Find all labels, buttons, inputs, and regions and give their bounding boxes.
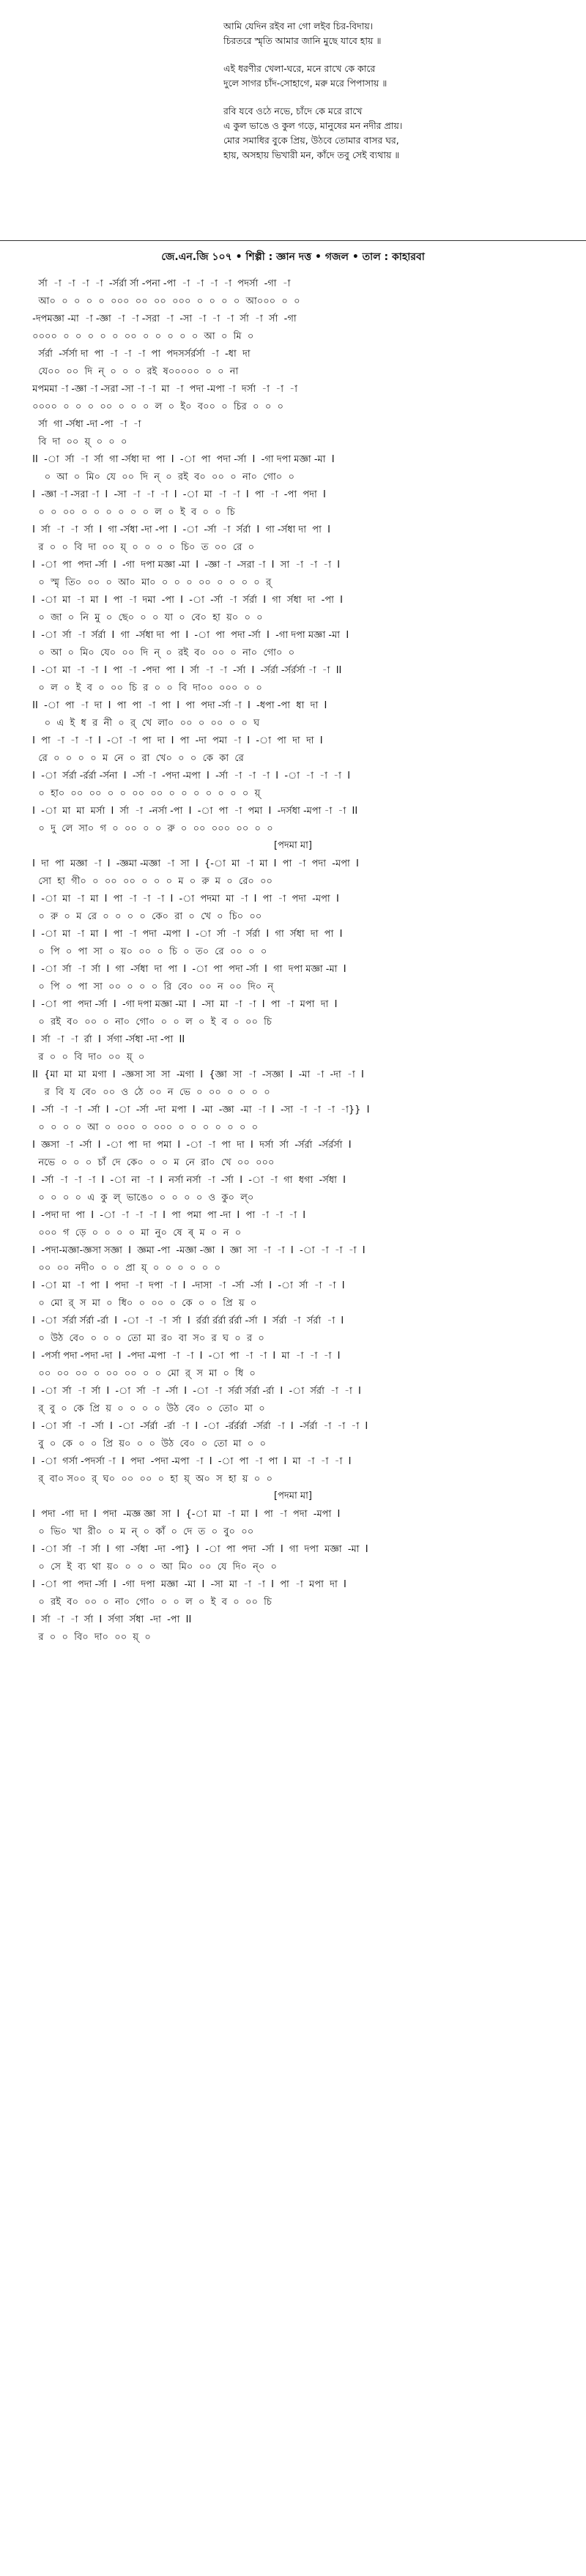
notation-block — [0, 855, 586, 890]
notation-block — [0, 1277, 586, 1312]
lyrics-line: মোর সমাধির বুকে প্রিয়, উঠবে তোমার বাসর ঘর, — [223, 135, 399, 146]
bani-row: ০ পি ০ পা সা ০ য়০ ০০ ০ চি ০ ত০ রে ০০ ০ ০ — [29, 946, 267, 957]
bani-row: ০ ০ ০ ০ এ কু ল্ ভাঙে০ ০ ০ ০ ০ ও কু০ ল্০ — [29, 1192, 254, 1203]
bani-row: নভে ০ ০ ০ চাঁ দে কে০ ০ ০ ম নে রা০ খে ০০ ০০০ — [29, 1157, 275, 1168]
notation-block — [0, 486, 586, 521]
bani-row: ০ উঠ বে০ ০ ০ ০ তো মা র০ বা স০ র ঘ ০ র ০ — [29, 1333, 264, 1344]
swar-row: I -া মা -া পা I পদা -া দপা -া I -দাসা -া -র্সা -র্সা I -া র্সা -া -া I — [29, 1280, 345, 1291]
bani-row: ০ সে ই ব্য থা য়০ ০ ০ ০ আ মি০ ০০ যে দি০ ন্০ ০ — [29, 1562, 277, 1573]
swar-row: I -া র্সা -া -র্সা I -া -র্সর্রা -র্রা -া I -া -র্রর্রর্রা -র্সর্রা -া I -র্সর্রা -া -া -া I — [29, 1421, 368, 1432]
lyrics-line: চিরতরে স্মৃতি আমার জানি মুছে যাবে হায় ॥ — [223, 35, 382, 46]
bani-row: বি দা ০০ য়্ ০ ০ ০ — [29, 437, 127, 448]
swar-row: I -া র্সর্রা র্সর্রা -র্রা I -া -া -া র্সা I র্রর্রা র্রর্রা র্রর্রা -র্সা I র্সর্রা -া র্সর্রা -া I — [29, 1315, 344, 1326]
bani-row: ০০ ০০ নদী০ ০ ০ প্রা য়্ ০ ০ ০ ০ ০ ০ — [29, 1263, 220, 1274]
swar-row: -দপমজ্ঞা -মা -া -জ্ঞা -া -া -সরা -া -সা -া -া -া র্সা -া র্সা -গা — [29, 313, 297, 324]
lyrics-line: এই ধরণীর খেলা-ঘরে, মনে রাখে কে কারে — [223, 63, 376, 74]
swar-row: I -র্সা -া -া -র্সা I -া -র্সা -দা মপা I -মা -জ্ঞা -মা -া I -সা -া -া -া -া}} I — [29, 1105, 370, 1116]
swar-row: I -া র্সা -া র্সা I -া র্সা -া -র্সা I -া -া র্সর্রা র্সর্রা -র্রা I -া র্সর্রা -া -া I — [29, 1386, 361, 1397]
notation-block — [0, 591, 586, 626]
bani-row: সো হা গী০ ০ ০০ ০০ ০ ০ ০ ম ০ রু ম ০ রে০ ০০ — [29, 876, 273, 887]
swar-row: I -জ্ঞা -া -সরা -া I -সা -া -া -া I -া মা -া -া I পা -া -পা পদা I — [29, 489, 326, 500]
bani-row: বু ০ কে ০ ০ প্রি য়০ ০ ০ উঠ বে০ ০ তো মা ০ ০ — [29, 1439, 266, 1450]
bani-row: যে০০ ০০ দি ন্ ০ ০ ০ রই ষ০০০০০ ০ ০ না — [29, 366, 239, 377]
notation-block — [0, 661, 586, 697]
lyrics-line: এ কুল ভাঙে ও কুল গড়ে, মানুষের মন নদীর প্রায়। — [223, 120, 403, 131]
bani-row: ০ আ ০ মি০ যে০ ০০ দি ন্ ০ রই ব০ ০০ ০ না০ গো০ ০ — [29, 647, 295, 658]
bani-row: ০ জা ০ নি মু ০ ছে০ ০ ০ যা ০ বে০ হা য়০ ০ ০ — [29, 612, 263, 623]
bani-row: ০ ০ ০০ ০ ০ ০ ০ ০ ০ ল ০ ই ব ০ ০ চি — [29, 507, 235, 518]
swar-row: I র্সা -া -া র্সা I র্সগা র্সধা -দা -পা II — [29, 1614, 192, 1625]
swar-row: I -া মা -া মা I পা -া -া -া I -া পদমা মা -া I পা -া পদা -মপা I — [29, 894, 339, 905]
swar-row: I -া র্সা -া র্সা I গা -র্সধা -দা -পা} I -া পা পদা -র্সা I গা দপা মজ্ঞা -মা I — [29, 1544, 368, 1555]
swar-row: র্সা -া -া -া -া -র্সর্রা র্সা -পনা -পা -া -া -া -া পদর্সা -গা -া — [29, 278, 291, 289]
notation-block — [0, 1417, 586, 1452]
swar-row: I পদা -গা দা I পদা -মজ্ঞ জ্ঞা সা I {-া মা -া মা I পা -া পদা -মপা I — [29, 1509, 341, 1520]
notation-block — [0, 626, 586, 661]
lyrics-stanza — [223, 62, 568, 91]
swar-row: I -া মা মা মর্সা I র্সা -া -নর্সা -পা I -া পা -া পমা I -দর্সধা -মপা -া -া II — [29, 806, 358, 817]
notation-block — [0, 802, 586, 837]
section-label: [পদমা মা] — [274, 840, 312, 851]
notation-block — [0, 732, 586, 767]
swar-row: I পা -া -া -া I -া -া পা দা I পা -দা পমা -া I -া পা দা দা I — [29, 735, 323, 746]
bani-row: ০০০০ ০ ০ ০ ০ ০ ০০ ০ ০ ০ ০ ০ আ ০ মি ০ — [29, 331, 254, 342]
bani-row: ০ ০ ০ ০ আ ০ ০০০ ০ ০০০ ০ ০ ০ ০ ০ ০ ০ — [29, 1122, 259, 1133]
swar-row: I -পদা দা পা I -া -া -া -া I পা পমা পা -দা I পা -া -া -া I — [29, 1210, 306, 1221]
bani-row: র ০ ০ বি দা ০০ য়্ ০ ০ ০ ০ চি০ ত ০০ রে ০ — [29, 542, 255, 553]
swar-row: II -া পা -া দা I পা পা -া পা I পা পদা -র্সা -া I -ধপা -পা ধা দা I — [29, 700, 327, 711]
notation-block — [0, 1136, 586, 1171]
notation-block — [0, 345, 586, 380]
notation-block — [0, 521, 586, 556]
swar-row: I র্সা -া -া র্সা I গা -র্সধা -দা -পা I -া -র্সা -া র্সর্রা I গা -র্সধা দা পা I — [29, 524, 330, 535]
swar-row: র্সা গা -র্সধা -দা -পা -া -া — [29, 419, 141, 430]
notation-block — [0, 1505, 586, 1540]
notation-block — [0, 1611, 586, 1646]
lyrics-stanza — [223, 104, 568, 163]
song-header: জে.এন.জি ১০৭ • শিল্পী : জ্ঞান দত্ত • গজল • তাল : কাহারবা — [0, 240, 586, 266]
swar-row: I -া মা -া মা I পা -া পদা -মপা I -া র্সা -া র্সর্রা I গা র্সধা দা পা I — [29, 929, 343, 940]
lyrics-line: রবি যবে ওঠে নভে, চাঁদে কে মরে রাখে — [223, 105, 363, 116]
bani-row: র বি য বে০ ০০ ও ঠে ০০ ন ভে ০ ০০ ০ ০ ০ ০ — [29, 1087, 270, 1098]
swar-row: II -া র্সা -া র্সা গা -র্সধা দা পা I -া পা পদা -র্সা I -গা দপা মজ্ঞা -মা I — [29, 454, 335, 465]
swar-row: II {মা মা মা মগা I -জ্ঞসা সা সা -মগা I {জ্ঞা সা -া -সজ্ঞা I -মা -া -দা -া I — [29, 1069, 364, 1080]
bani-row: ০ পি ০ পা সা ০০ ০ ০ ০ রি বে০ ০০ ন ০০ দি০ ন্ — [29, 981, 274, 992]
notation-block — [0, 275, 586, 310]
notation-section — [0, 275, 586, 1646]
bani-row: র ০ ০ বি০ দা০ ০০ য়্ ০ — [29, 1632, 151, 1643]
swar-row: I -া র্সা -া র্সা I গা -র্সধা দা পা I -া পা পদা -র্সা I গা দপা মজ্ঞা -মা I — [29, 964, 346, 975]
bani-row: ০ আ ০ মি০ যে ০০ দি ন্ ০ রই ব০ ০০ ০ না০ গো০ ০ — [29, 472, 294, 483]
lyrics-line: হায়, অসহায় ভিখারী মন, কাঁদে তবু সেই ব্যথায় ॥ — [223, 149, 400, 160]
section-label: [পদমা মা] — [274, 1491, 312, 1502]
bani-row: ০ হা০ ০০ ০০ ০ ০ ০০ ০০ ০ ০ ০ ০ ০ ০ ০ য়্ — [29, 788, 261, 799]
swar-row: I র্সা -া -া র্রা I র্সগা -র্সধা -দা -পা II — [29, 1034, 185, 1045]
notation-block — [0, 1206, 586, 1241]
notation-block — [0, 1575, 586, 1611]
notation-block — [0, 1101, 586, 1136]
bani-row: র্ বা০ স০০ র্ ঘ০ ০০ ০০ ০ হা য়্ অ০ স হা য় ০ ০ — [29, 1474, 272, 1485]
bani-row: রে ০ ০ ০ ০ ম নে ০ রা খে০ ০ ০ কে কা রে — [29, 753, 244, 764]
notation-block — [0, 890, 586, 925]
bani-row: ০ রই ব০ ০০ ০ না০ গো০ ০ ০ ল ০ ই ব ০ ০০ চি — [29, 1017, 272, 1028]
bani-row: আ০ ০ ০ ০ ০ ০০০ ০০ ০০ ০০০ ০ ০ ০ ০ আ০০০ ০ ০ — [29, 296, 300, 307]
notation-block — [0, 1241, 586, 1277]
lyrics-line: দুলে সাগর চাঁদ-সোহাগে, মরু মরে পিপাসায় ॥ — [223, 78, 387, 89]
swar-row: I -া মা -া -া I পা -া -পদা পা I র্সা -া -া -র্সা I -র্সর্রা -র্সর্রর্সা -া -া II — [29, 665, 342, 676]
notation-block — [0, 1171, 586, 1206]
bani-row: র ০ ০ বি দা০ ০০ য়্ ০ — [29, 1052, 145, 1063]
swar-row: I -পদা-মজ্ঞা-জ্ঞসা সজ্ঞা I জ্ঞমা -পা -মজ্ঞা -জ্ঞা I জ্ঞা সা -া -া I -া -া -া -া I — [29, 1245, 366, 1256]
notation-block — [0, 556, 586, 591]
notation-block — [0, 697, 586, 732]
bani-row: ০ মো র্ স মা ০ ধি০ ০ ০০ ০ কে ০ ০ প্রি য় ০ — [29, 1298, 257, 1309]
bani-row: ০ ল ০ ই ব ০ ০০ চি র ০ ০ বি দা০০ ০০০ ০ ০ — [29, 683, 262, 694]
bani-row: ০ ভি০ খা রী০ ০ ম ন্ ০ কাঁ ০ দে ত ০ বু০ ০০ — [29, 1526, 254, 1537]
notation-block — [0, 960, 586, 995]
swar-row: I -পর্সা পদা -পদা -দা I -পদা -মপা -া -া I -া পা -া -া I মা -া -া -া I — [29, 1351, 341, 1362]
notation-block — [0, 1066, 586, 1101]
lyrics-stanza — [223, 19, 568, 48]
swar-row: I -া পা পদা -র্সা I -গা দপা মজ্ঞা -মা I -সা মা -া -া I পা -া মপা দা I — [29, 1579, 346, 1590]
swar-row: I -র্সা -া -া -া I -া না -া I নর্সা নর্সা -া -র্সা I -া -া গা ধগা -র্সধা I — [29, 1175, 346, 1186]
notation-block — [0, 415, 586, 450]
swar-row: মপমমা -া -জ্ঞা -া -সরা -সা -া -া মা -া পদা -মপা -া দর্সা -া -া -া — [29, 384, 297, 395]
notation-block — [0, 1031, 586, 1066]
notation-block — [0, 380, 586, 415]
swar-row: I -া পা পদা -র্সা I -গা দপা মজ্ঞা -মা I -সা মা -া -া I পা -া মপা দা I — [29, 999, 338, 1010]
bani-row: ০০০ গ ড়ে ০ ০ ০ ০ মা নু০ ষে ৰ্ ম ০ ন ০ — [29, 1228, 242, 1239]
notation-block — [0, 1382, 586, 1417]
bani-row: ০ স্মৃ তি০ ০০ ০ আ০ মা০ ০ ০ ০ ০০ ০ ০ ০ ০ র্ — [29, 577, 272, 588]
swar-row: I জ্ঞসা -া -র্সা I -া পা দা পমা I -া -া পা দা I দর্সা র্সা -র্সর্রা -র্সর্রর্সা I — [29, 1140, 352, 1151]
notation-block — [0, 767, 586, 802]
swar-row: I -া র্সর্রা -র্রর্রা -র্সনা I -র্সা -া -পদা -মপা I -র্সা -া -া -া I -া -া -া -া I — [29, 771, 351, 782]
notation-block — [0, 995, 586, 1031]
notation-block — [0, 1540, 586, 1575]
notation-block — [0, 1312, 586, 1347]
bani-row: ০ দু লে সা০ গ ০ ০০ ০ ০ রু ০ ০০ ০০০ ০০ ০ ০ — [29, 823, 273, 834]
swar-row: র্সর্রা -র্সর্সা দা পা -া -া -া পা পদসর্সর্রর্সা -া -ধা দা — [29, 349, 251, 360]
bani-row: ০ রই ব০ ০০ ০ না০ গো০ ০ ০ ল ০ ই ব ০ ০০ চি — [29, 1597, 272, 1608]
swar-row: I -া পা পদা -র্সা I -গা দপা মজ্ঞা -মা I -জ্ঞা -া -সরা -া I সা -া -া -া I — [29, 560, 341, 571]
notation-block — [0, 1452, 586, 1488]
lyrics-block — [223, 19, 568, 176]
notation-block — [0, 925, 586, 960]
bani-row: র্ বু ০ কে প্রি য় ০ ০ ০ ০ উঠ বে০ ০ তো০ মা ০ — [29, 1403, 265, 1414]
bani-row: ০০ ০০ ০০ ০ ০০ ০০ ০ ০ মো র্ স মা ০ ধি ০ — [29, 1368, 256, 1379]
swar-row: I -া মা -া মা I পা -া দমা -পা I -া -র্সা -া র্সর্রা I গা র্সধা দা -পা I — [29, 595, 344, 606]
notation-block — [0, 450, 586, 486]
notation-block — [0, 1347, 586, 1382]
swar-row: I -া র্সা -া র্সর্রা I গা -র্সধা দা পা I -া পা পদা -র্সা I -গা দপা মজ্ঞা -মা I — [29, 630, 349, 641]
lyrics-line: আমি যেদিন রইব না গো লইব চির-বিদায়। — [223, 21, 374, 31]
swar-row: I -া গর্সা -পদর্সা -া I পদা -পদা -মপা -া I -া পা -া পা I মা -া -া -া I — [29, 1456, 352, 1467]
swar-row: I দা পা মজ্ঞা -া I -জ্ঞমা -মজ্ঞা -া সা I {-া মা -া মা I পা -া পদা -মপা I — [29, 858, 359, 869]
bani-row: ০০০০ ০ ০ ০ ০০ ০ ০ ০ ল ০ ই০ ব০০ ০ চির ০ ০ ০ — [29, 401, 283, 412]
notation-block — [0, 310, 586, 345]
bani-row: ০ এ ই ধ র নী ০ র্ খে লা০ ০০ ০ ০০ ০ ০ ঘ — [29, 718, 260, 729]
bani-row: ০ রু ০ ম রে ০ ০ ০ ০ কে০ রা ০ খে ০ চি০ ০০ — [29, 911, 262, 922]
